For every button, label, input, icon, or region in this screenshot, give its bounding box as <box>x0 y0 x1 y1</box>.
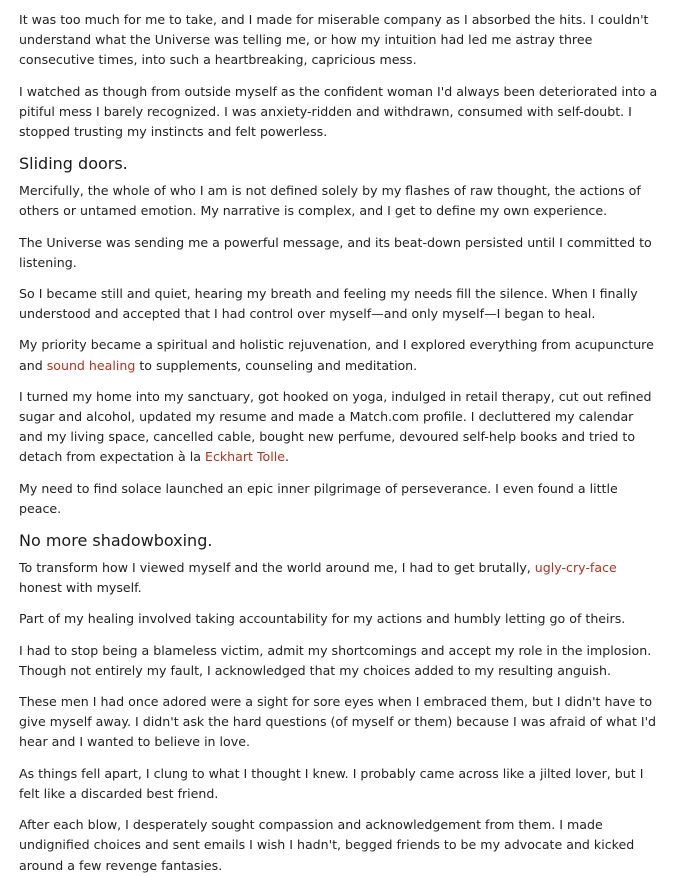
paragraph: So I became still and quiet, hearing my breath and feeling my needs fill the silence. When I finally understood and accepted that I had control over myself—and only myself—I began to heal. <box>19 286 638 322</box>
paragraph-text: honest with myself. <box>19 580 142 596</box>
paragraph <box>19 387 660 468</box>
paragraph: Part of my healing involved taking accountability for my actions and humbly letting go of theirs. <box>19 611 626 627</box>
paragraph: The Universe was sending me a powerful message, and its beat-down persisted until I committed to listening. <box>19 234 652 270</box>
paragraph: It was too much for me to take, and I made for miserable company as I absorbed the hits. I couldn't understand what the Universe was telling me, or how my intuition had led me astray three consecutive times, into such a heartbreaking, capricious mess. <box>19 12 649 68</box>
eckhart-tolle-link[interactable]: Eckhart Tolle <box>205 449 285 465</box>
paragraph: These men I had once adored were a sight for sore eyes when I embraced them, but I didn't have to give myself away. I didn't ask the hard questions (of myself or them) because I was afraid of what I'd hear and I wanted to believe in love. <box>19 694 657 750</box>
paragraph-text: I turned my home into my sanctuary, got hooked on yoga, indulged in retail therapy, cut out refined sugar and alcohol, updated my resume and made a Match.com profile. I decluttered my calendar and my living space, cancelled cable, bought new perfume, devoured self-help books and tried to detach from expectation à la <box>19 388 652 465</box>
paragraph: After each blow, I desperately sought compassion and acknowledgement from them. I made undignified choices and sent emails I wish I hadn't, begged friends to be my advocate and kicked around a few revenge fantasies. <box>19 817 635 873</box>
paragraph: Mercifully, the whole of who I am is not defined solely by my flashes of raw thought, the actions of others or untamed emotion. My narrative is complex, and I get to define my own experience. <box>19 183 641 219</box>
paragraph: As things fell apart, I clung to what I thought I knew. I probably came across like a jilted lover, but I felt like a discarded best friend. <box>19 765 644 801</box>
paragraph-text: To transform how I viewed myself and the world around me, I had to get brutally, <box>19 560 535 576</box>
section-heading: Sliding doors. <box>19 154 128 174</box>
paragraph: My need to find solace launched an epic inner pilgrimage of perseverance. I even found a little peace. <box>19 480 618 516</box>
paragraph-text: . <box>285 449 290 465</box>
paragraph-text: to supplements, counseling and meditation. <box>135 357 418 373</box>
paragraph-text: My priority became a spiritual and holistic rejuvenation, and I explored everything from acupuncture and <box>19 337 654 373</box>
ugly-cry-face-link[interactable]: ugly-cry-face <box>534 560 617 576</box>
sound-healing-link[interactable]: sound healing <box>46 357 136 373</box>
paragraph <box>19 335 660 375</box>
paragraph: I watched as though from outside myself as the confident woman I'd always been deteriorated into a pitiful mess I barely recognized. I was anxiety-ridden and withdrawn, consumed with self-doubt. I stopped trusting my instincts and felt powerless. <box>19 83 658 140</box>
paragraph: I had to stop being a blameless victim, admit my shortcomings and accept my role in the implosion. Though not entirely my fault, I acknowledged that my choices added to my resulting anguish. <box>19 642 652 678</box>
paragraph <box>19 558 660 598</box>
section-heading: No more shadowboxing. <box>19 531 213 551</box>
